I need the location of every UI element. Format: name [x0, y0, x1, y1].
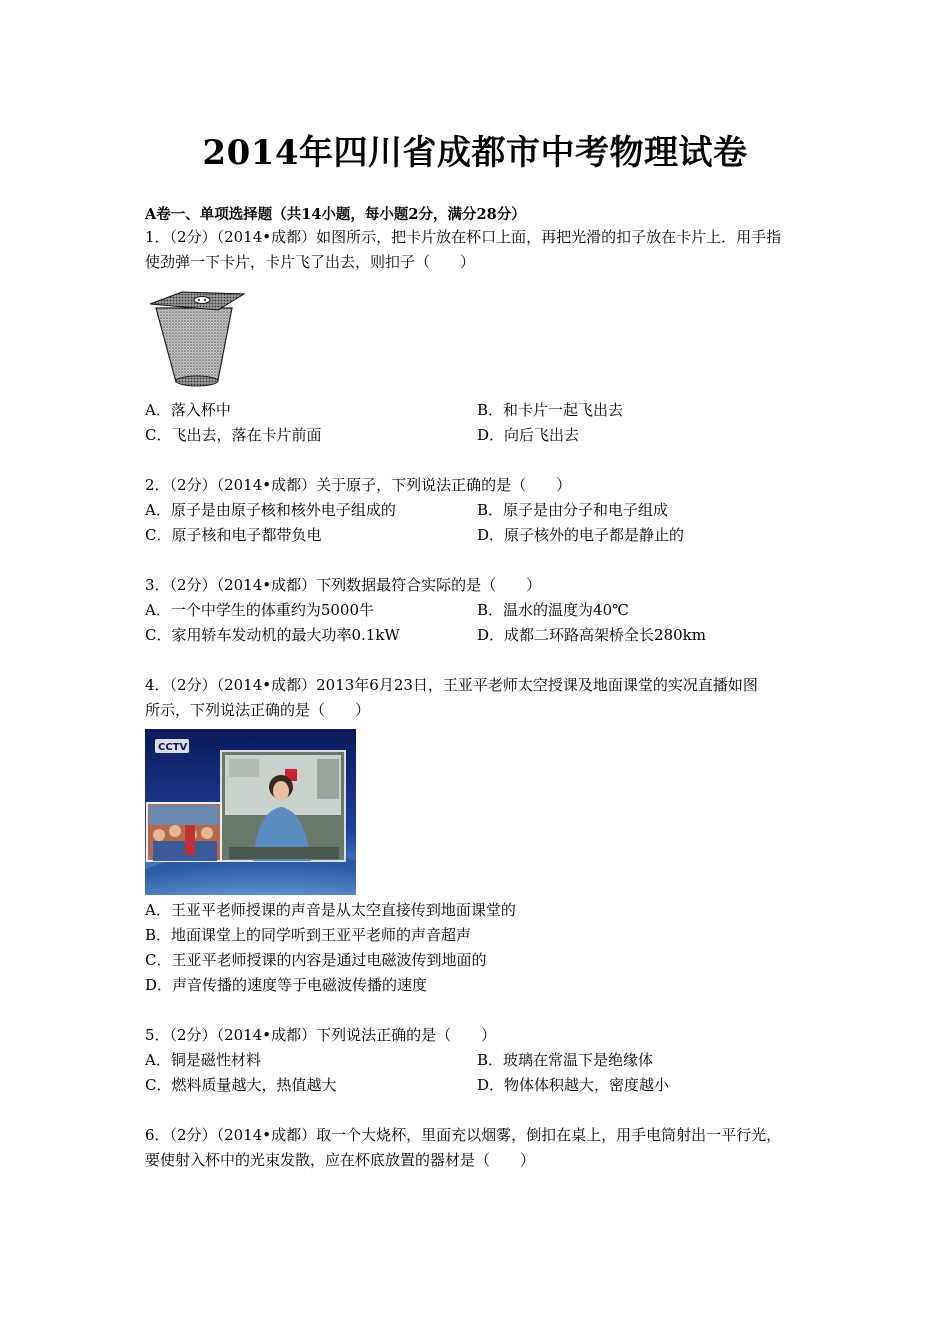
q3-option-c: C．家用轿车发动机的最大功率0.1kW — [145, 626, 400, 644]
question-1-line-1: 1．（2分）（2014•成都）如图所示，把卡片放在杯口上面，再把光滑的扣子放在卡片上．用手指 — [145, 228, 782, 246]
question-1-line-2: 使劲弹一下卡片，卡片飞了出去，则扣子（ ） — [145, 253, 476, 271]
q2-option-b: B．原子是由分子和电子组成 — [477, 501, 669, 519]
question-5-line-1: 5．（2分）（2014•成都）下列说法正确的是（ ） — [145, 1026, 497, 1044]
q3-option-d: D．成都二环路高架桥全长280km — [477, 626, 706, 644]
q5-option-c: C．燃料质量越大，热值越大 — [145, 1076, 337, 1094]
q4-option-c: C．王亚平老师授课的内容是通过电磁波传到地面的 — [145, 951, 487, 969]
q4-option-a: A．王亚平老师授课的声音是从太空直接传到地面课堂的 — [145, 901, 516, 919]
q1-option-c: C．飞出去，落在卡片前面 — [145, 426, 322, 444]
question-6-line-1: 6．（2分）（2014•成都）取一个大烧杯，里面充以烟雾，倒扣在桌上，用手电筒射出一平行光， — [145, 1126, 782, 1144]
q4-option-b: B．地面课堂上的同学听到王亚平老师的声音超声 — [145, 926, 472, 944]
question-3-line-1: 3．（2分）（2014•成都）下列数据最符合实际的是（ ） — [145, 576, 542, 594]
question-4-line-1: 4．（2分）（2014•成都）2013年6月23日，王亚平老师太空授课及地面课堂的实况直播如图 — [145, 676, 758, 694]
q2-option-a: A．原子是由原子核和核外电子组成的 — [145, 501, 396, 519]
q5-option-b: B．玻璃在常温下是绝缘体 — [477, 1051, 654, 1069]
q1-option-d: D．向后飞出去 — [477, 426, 580, 444]
page-title: 2014年四川省成都市中考物理试卷 — [202, 133, 748, 173]
cup-card-figure — [148, 290, 248, 388]
q3-option-a: A．一个中学生的体重约为5000牛 — [145, 601, 375, 619]
q5-option-d: D．物体体积越大，密度越小 — [477, 1076, 670, 1094]
q4-option-d: D．声音传播的速度等于电磁波传播的速度 — [145, 976, 428, 994]
q5-option-a: A．铜是磁性材料 — [145, 1051, 261, 1069]
q3-option-b: B．温水的温度为40℃ — [477, 601, 629, 619]
q2-option-c: C．原子核和电子都带负电 — [145, 526, 322, 544]
question-4-line-2: 所示，下列说法正确的是（ ） — [145, 701, 371, 719]
question-6-line-2: 要使射入杯中的光束发散，应在杯底放置的器材是（ ） — [145, 1151, 536, 1169]
q2-option-d: D．原子核外的电子都是静止的 — [477, 526, 685, 544]
section-header: A卷一、单项选择题（共14小题，每小题2分，满分28分） — [145, 206, 526, 223]
question-2-line-1: 2．（2分）（2014•成都）关于原子，下列说法正确的是（ ） — [145, 476, 572, 494]
space-lecture-photo — [145, 729, 356, 895]
q1-option-a: A．落入杯中 — [145, 401, 231, 419]
q1-option-b: B．和卡片一起飞出去 — [477, 401, 624, 419]
tv-logo: CCTV — [158, 742, 188, 753]
